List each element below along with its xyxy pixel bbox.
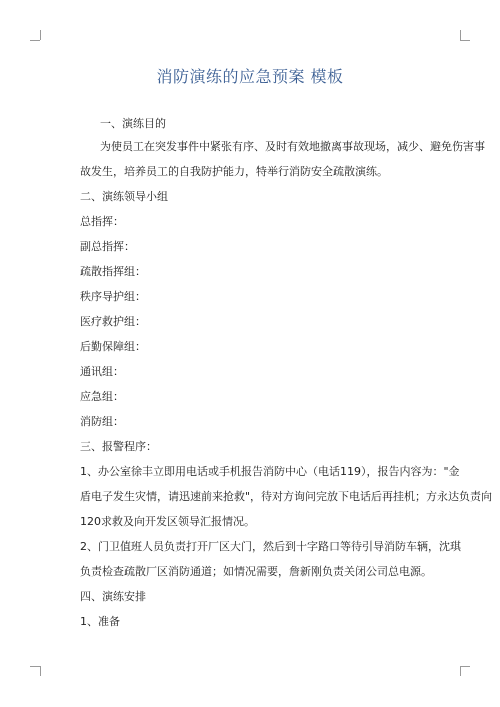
crop-mark-bottom-right-v <box>460 666 461 676</box>
section-heading: 四、演练安排 <box>80 590 146 603</box>
paragraph-line: 故发生，培养员工的自我防护能力，特举行消防安全疏散演练。 <box>80 165 388 178</box>
crop-mark-bottom-left-v <box>40 666 41 676</box>
document-title: 消防演练的应急预案 模板 <box>156 67 344 86</box>
paragraph-line: 2、门卫值班人员负责打开厂区大门，然后到十字路口等待引导消防车辆，沈琪 <box>80 540 461 553</box>
role-line: 疏散指挥组： <box>80 265 146 278</box>
crop-mark-top-right-v <box>460 30 461 40</box>
role-line: 总指挥： <box>80 215 124 228</box>
paragraph-line: 负责检查疏散厂区消防通道；如情况需要，詹新刚负责关闭公司总电源。 <box>80 565 432 578</box>
role-line: 后勤保障组： <box>80 340 146 353</box>
paragraph-line: 120求救及向开发区领导汇报情况。 <box>80 515 255 528</box>
role-line: 副总指挥： <box>80 240 135 253</box>
crop-mark-bottom-right-h <box>460 666 470 667</box>
role-line: 医疗救护组： <box>80 315 146 328</box>
section-heading: 二、演练领导小组 <box>80 190 168 203</box>
role-line: 消防组： <box>80 415 124 428</box>
section-heading: 三、报警程序： <box>80 440 157 453</box>
section-heading: 一、演练目的 <box>100 117 166 130</box>
paragraph-line: 为使员工在突发事件中紧张有序、及时有效地撤离事故现场，减少、避免伤害事 <box>100 140 485 153</box>
role-line: 应急组： <box>80 390 124 403</box>
crop-mark-bottom-left-h <box>30 666 40 667</box>
paragraph-line: 盾电子发生灾情，请迅速前来抢救"，待对方询问完放下电话后再挂机；方永达负责向 <box>80 490 493 503</box>
paragraph-line: 1、办公室徐丰立即用电话或手机报告消防中心（电话119），报告内容为："金 <box>80 465 460 478</box>
crop-mark-top-left-v <box>40 30 41 40</box>
role-line: 通讯组： <box>80 365 124 378</box>
role-line: 秩序导护组： <box>80 290 146 303</box>
crop-mark-top-left-h <box>30 40 40 41</box>
crop-mark-top-right-h <box>460 40 470 41</box>
subsection-heading: 1、准备 <box>80 615 120 628</box>
